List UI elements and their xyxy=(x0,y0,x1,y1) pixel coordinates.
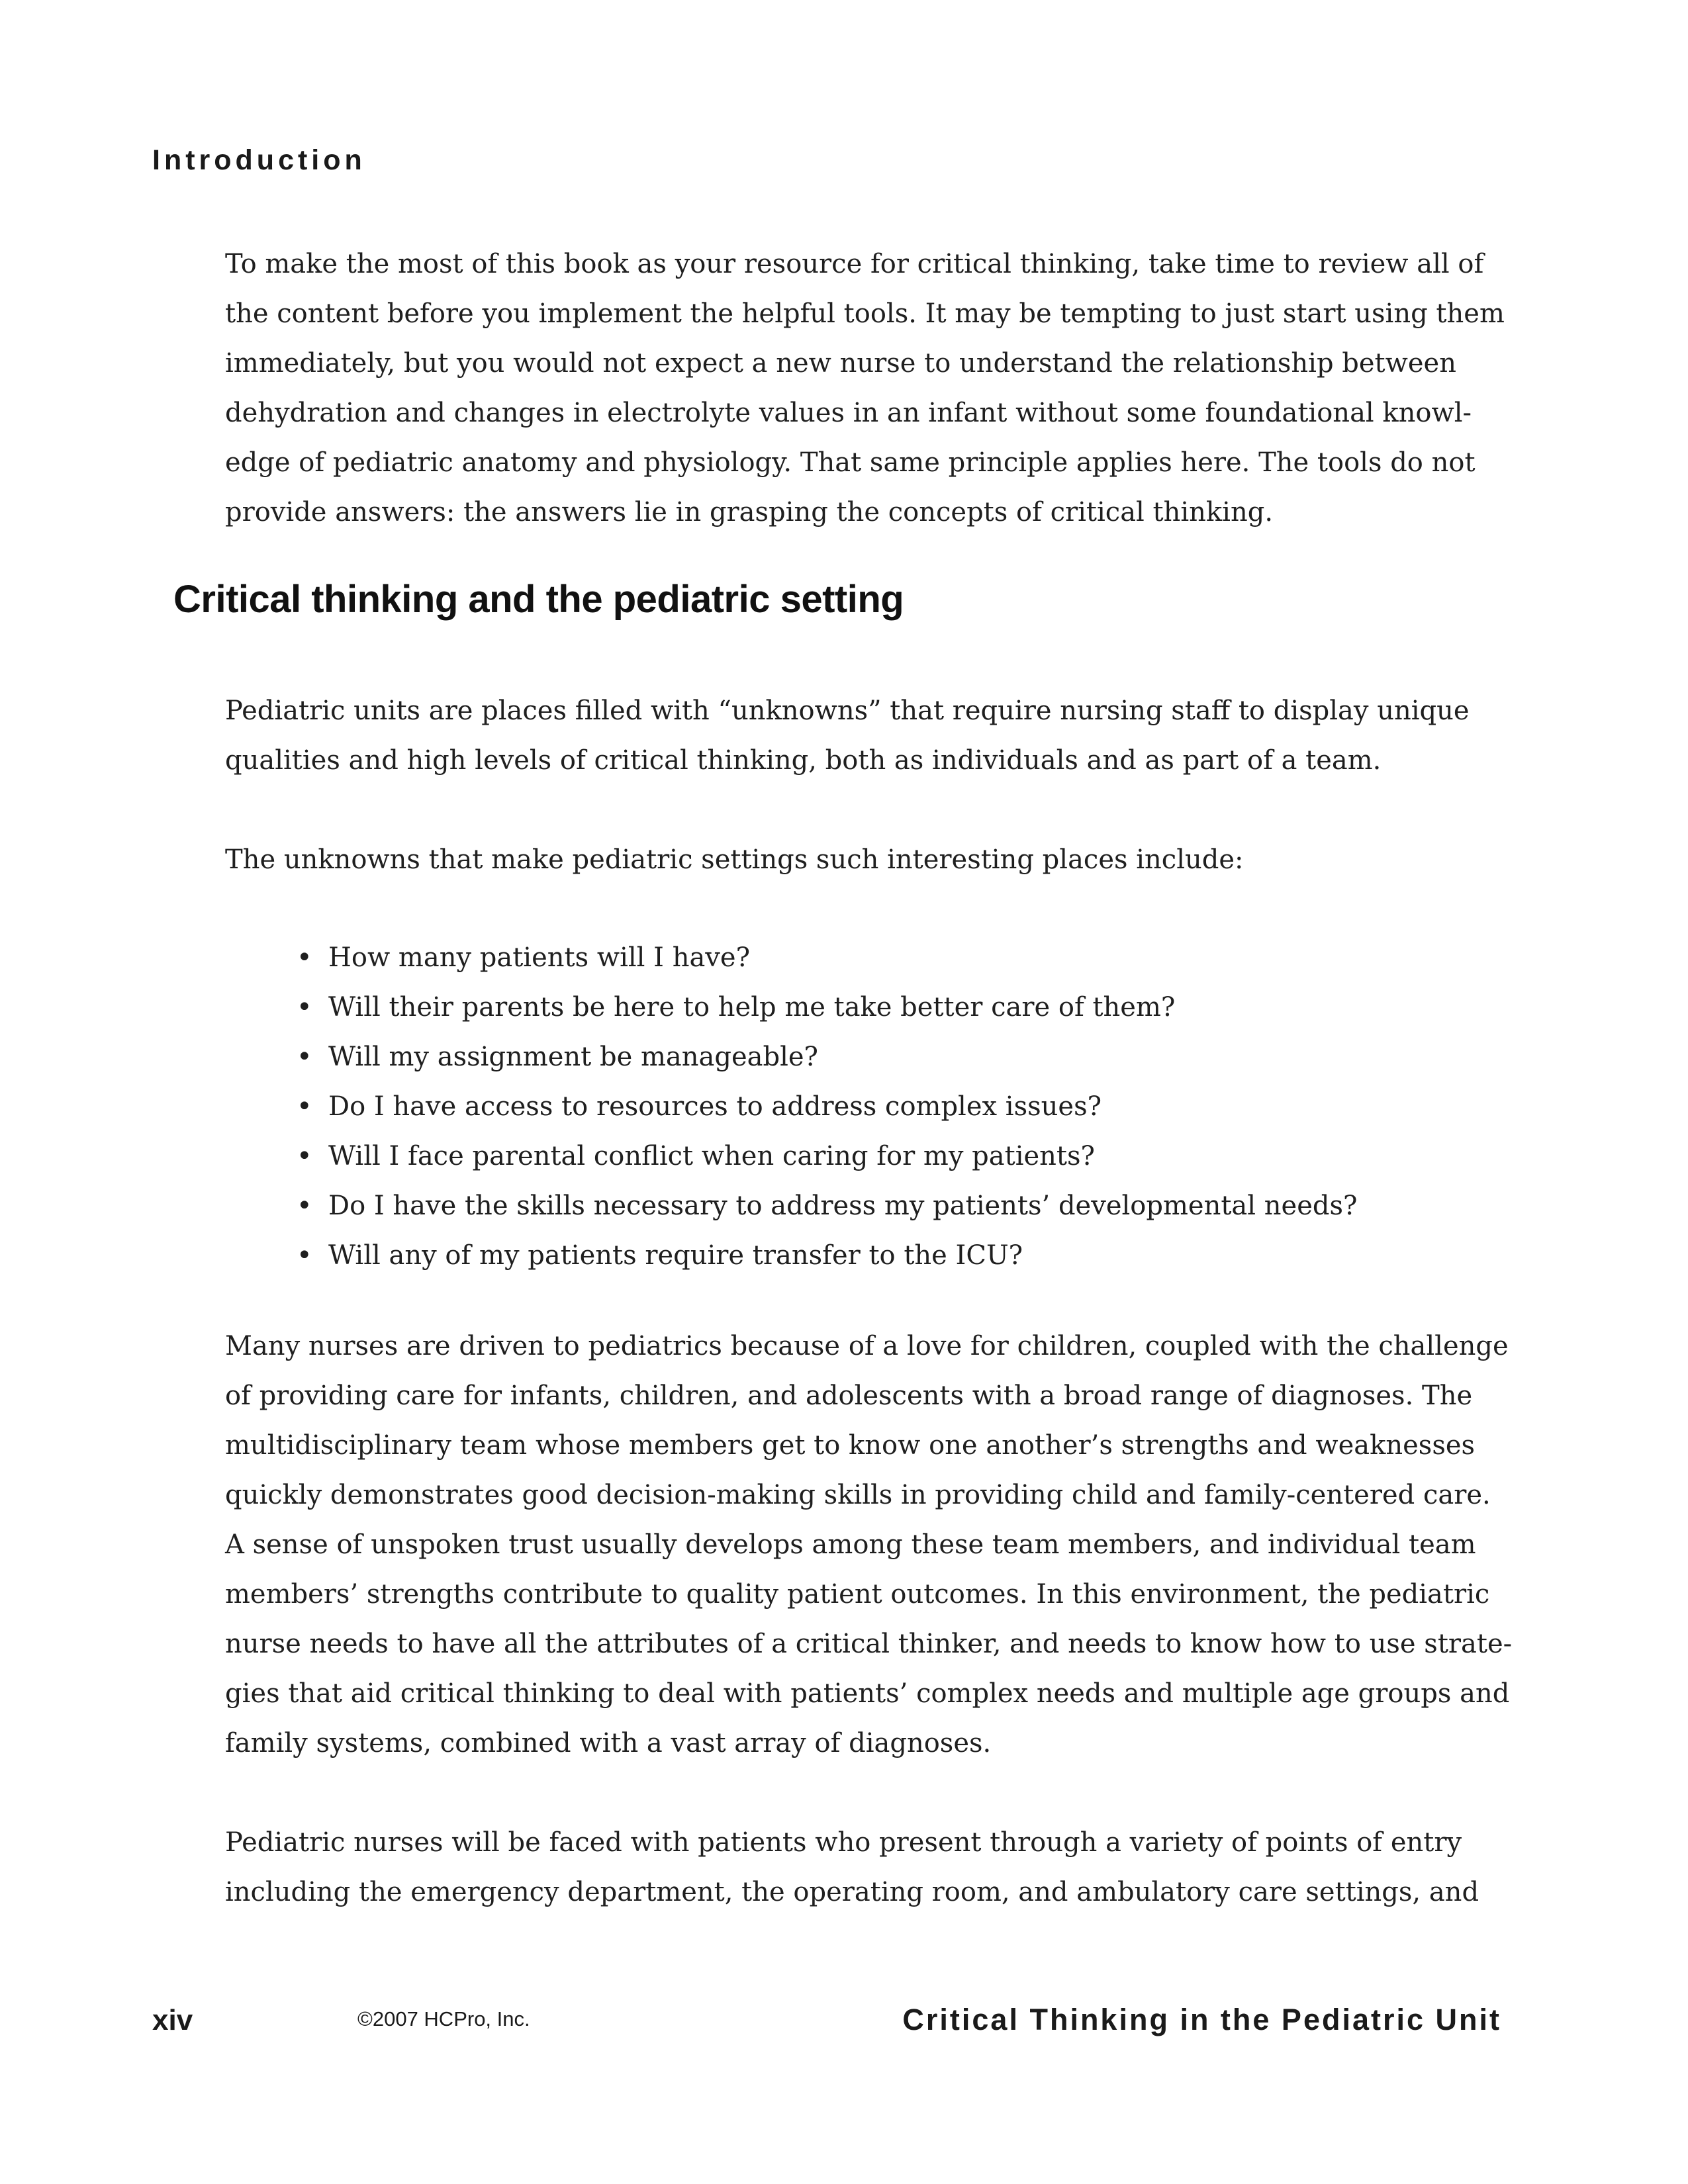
bullet-text: Will any of my patients require transfer to the ICU? xyxy=(328,1240,1023,1271)
bullet-icon: • xyxy=(297,1240,312,1271)
bullet-icon: • xyxy=(297,942,312,973)
section-paragraph-4 xyxy=(225,1818,1509,1917)
paragraph-line: quickly demonstrates good decision-making skills in providing child and family-centered care. xyxy=(225,1480,1491,1510)
paragraph-line: Pediatric units are places filled with “unknowns” that require nursing staff to display unique xyxy=(225,696,1470,726)
paragraph-line: immediately, but you would not expect a new nurse to understand the relationship between xyxy=(225,348,1456,379)
paragraph-line: The unknowns that make pediatric settings such interesting places include: xyxy=(225,844,1244,875)
section-paragraph-1 xyxy=(225,686,1509,786)
bullet-item xyxy=(291,1231,1357,1281)
bullet-item xyxy=(291,1181,1357,1231)
bullet-icon: • xyxy=(297,1042,312,1072)
bullet-text: Do I have the skills necessary to address my patients’ developmental needs? xyxy=(328,1191,1358,1221)
paragraph-line: members’ strengths contribute to quality patient outcomes. In this environment, the pediatric xyxy=(225,1579,1490,1610)
bullet-icon: • xyxy=(297,1191,312,1221)
bullet-text: Will their parents be here to help me take better care of them? xyxy=(328,992,1176,1023)
paragraph-line: To make the most of this book as your resource for critical thinking, take time to review all of xyxy=(225,249,1484,279)
paragraph-line: provide answers: the answers lie in grasping the concepts of critical thinking. xyxy=(225,497,1274,527)
paragraph-line: dehydration and changes in electrolyte values in an infant without some foundational knowl- xyxy=(225,398,1472,428)
paragraph-line: the content before you implement the helpful tools. It may be tempting to just start using them xyxy=(225,298,1505,329)
running-head: Introduction xyxy=(152,144,366,176)
copyright-notice: ©2007 HCPro, Inc. xyxy=(357,2007,530,2030)
paragraph-line: family systems, combined with a vast array of diagnoses. xyxy=(225,1728,992,1758)
paragraph-line: Pediatric nurses will be faced with patients who present through a variety of points of entry xyxy=(225,1827,1462,1858)
bullet-item xyxy=(291,933,1357,983)
section-paragraph-2 xyxy=(225,835,1509,885)
page-number: xiv xyxy=(152,2004,193,2036)
paragraph-line: nurse needs to have all the attributes of a critical thinker, and needs to know how to use strate- xyxy=(225,1629,1513,1659)
bullet-item xyxy=(291,1082,1357,1132)
intro-paragraph xyxy=(225,240,1509,537)
bullet-icon: • xyxy=(297,992,312,1023)
paragraph-line: edge of pediatric anatomy and physiology. That same principle applies here. The tools do not xyxy=(225,447,1476,478)
bullet-text: How many patients will I have? xyxy=(328,942,751,973)
paragraph-line: including the emergency department, the operating room, and ambulatory care settings, and xyxy=(225,1877,1479,1907)
bullet-icon: • xyxy=(297,1091,312,1122)
bullet-item xyxy=(291,1132,1357,1181)
paragraph-line: Many nurses are driven to pediatrics because of a love for children, coupled with the challenge xyxy=(225,1331,1509,1361)
paragraph-line: A sense of unspoken trust usually develops among these team members, and individual team xyxy=(225,1529,1476,1560)
paragraph-line: of providing care for infants, children, and adolescents with a broad range of diagnoses. The xyxy=(225,1381,1473,1411)
paragraph-line: multidisciplinary team whose members get to know one another’s strengths and weaknesses xyxy=(225,1430,1476,1461)
bullet-text: Do I have access to resources to address complex issues? xyxy=(328,1091,1102,1122)
bullet-icon: • xyxy=(297,1141,312,1171)
bullet-text: Will my assignment be manageable? xyxy=(328,1042,818,1072)
bullet-item xyxy=(291,1032,1357,1082)
bullet-item xyxy=(291,983,1357,1032)
book-title: Critical Thinking in the Pediatric Unit xyxy=(902,2003,1501,2036)
paragraph-line: qualities and high levels of critical thinking, both as individuals and as part of a team. xyxy=(225,745,1382,776)
section-paragraph-3 xyxy=(225,1322,1513,1768)
section-heading: Critical thinking and the pediatric setting xyxy=(173,578,904,621)
paragraph-line: gies that aid critical thinking to deal with patients’ complex needs and multiple age groups and xyxy=(225,1678,1510,1709)
bullet-text: Will I face parental conflict when caring for my patients? xyxy=(328,1141,1095,1171)
unknowns-bullet-list xyxy=(291,933,1357,1281)
